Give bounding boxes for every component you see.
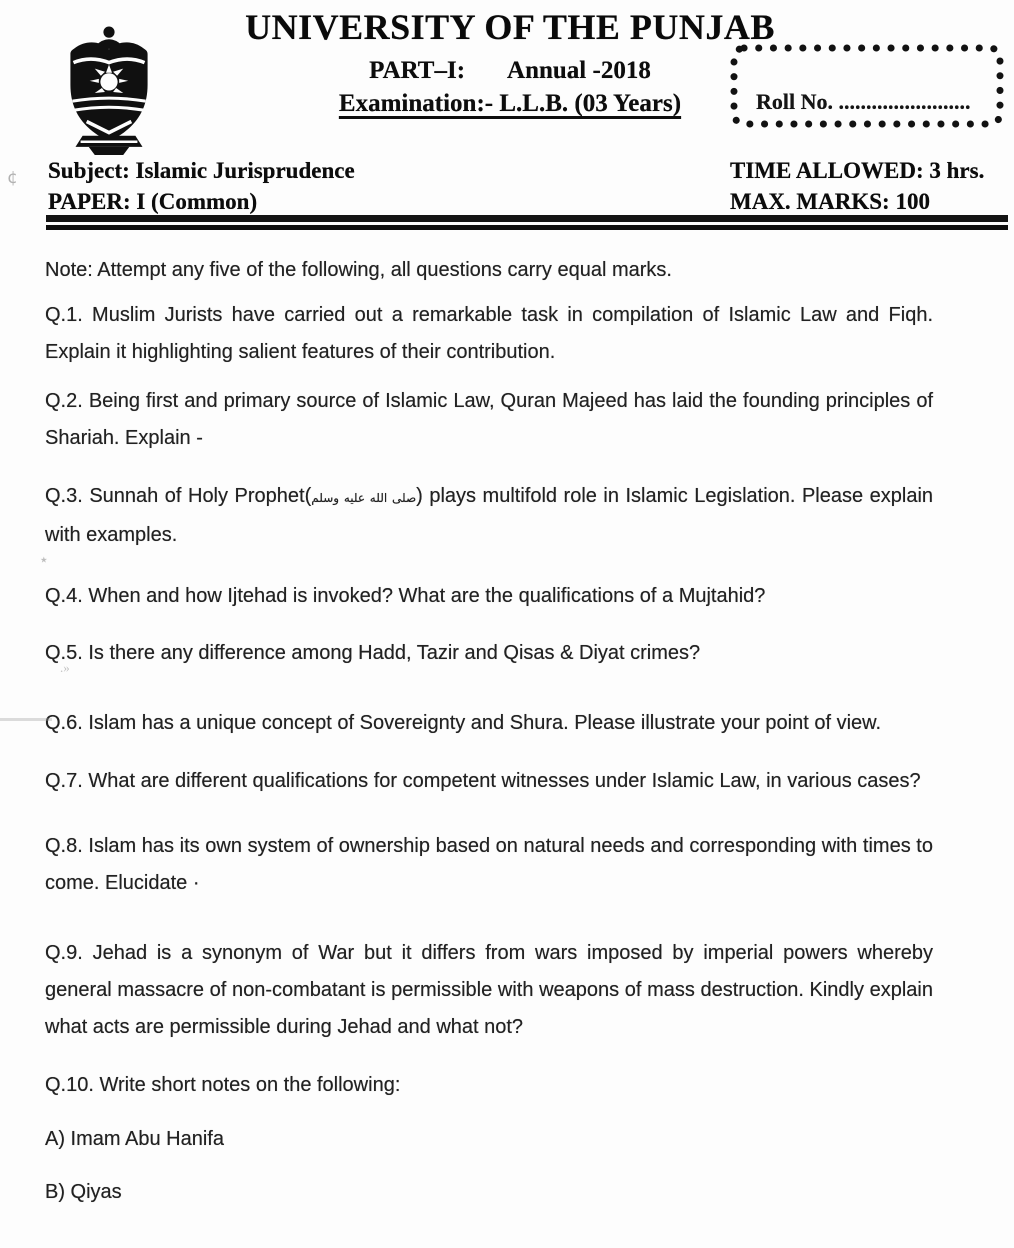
attempt-note: Note: Attempt any five of the following, all questions carry equal marks.: [45, 259, 672, 281]
subject-block: [48, 155, 355, 217]
question-3: Q.3. Sunnah of Holy Prophet(صلى الله عليه وسلم) plays multifold role in Islamic Legislation. Please explain with examples.: [45, 485, 934, 546]
question-8: Q.8. Islam has its own system of ownership based on natural needs and corresponding with times to come. Elucidate ·: [45, 835, 933, 894]
scan-artifact: ٭: [40, 553, 48, 568]
exam-info-block: [730, 155, 984, 217]
question-11: A) Imam Abu Hanifa: [45, 1128, 224, 1150]
questions: [45, 297, 933, 1211]
question-4: Q.4. When and how Ijtehad is invoked? What are the qualifications of a Mujtahid?: [45, 585, 766, 607]
roll-no-label: Roll No. ........................: [756, 89, 971, 114]
paper-line: PAPER: I (Common): [48, 189, 258, 214]
question-6: Q.6. Islam has a unique concept of Sovereignty and Shura. Please illustrate your point of view.: [45, 712, 882, 734]
question-7: Q.7. What are different qualifications for competent witnesses under Islamic Law, in various cases?: [45, 770, 921, 792]
punjab-university-crest-icon: [57, 24, 161, 156]
questions-body: [45, 252, 933, 1211]
question-12: B) Qiyas: [45, 1181, 122, 1203]
question-10: Q.10. Write short notes on the following:: [45, 1074, 401, 1096]
scan-artifact: .»: [60, 660, 70, 675]
dotted-border-icon: [728, 42, 1006, 130]
university-title: UNIVERSITY OF THE PUNJAB: [245, 7, 775, 47]
part-label: PART–I:: [369, 57, 466, 84]
roll-number-box: [728, 42, 1006, 130]
question-2: Q.2. Being first and primary source of Islamic Law, Quran Majeed has laid the founding principles of Shariah. Explain -: [45, 390, 933, 449]
time-allowed: TIME ALLOWED: 3 hrs.: [730, 158, 985, 183]
question-5: Q.5. Is there any difference among Hadd, Tazir and Qisas & Diyat crimes?: [45, 642, 701, 664]
sallallahu-alayhi-wasallam-glyph: صلى الله عليه وسلم: [311, 491, 417, 505]
question-1: Q.1. Muslim Jurists have carried out a remarkable task in compilation of Islamic Law and Fiqh. Explain it highlighting salient features of their contribution.: [45, 304, 933, 363]
part-session: Annual -2018: [507, 57, 651, 84]
examination-line: Examination:- L.L.B. (03 Years): [338, 90, 682, 117]
subject-line: Subject: Islamic Jurisprudence: [48, 158, 355, 183]
question-9: Q.9. Jehad is a synonym of War but it differs from wars imposed by imperial powers whereby general massacre of non-combatant is permissible with weapons of mass destruction. Kindly explain what acts are permissible during Jehad and what not?: [45, 942, 933, 1038]
header-divider-rule: [46, 215, 1008, 231]
scan-artifact: ¢: [7, 168, 18, 188]
max-marks: MAX. MARKS: 100: [730, 189, 930, 214]
